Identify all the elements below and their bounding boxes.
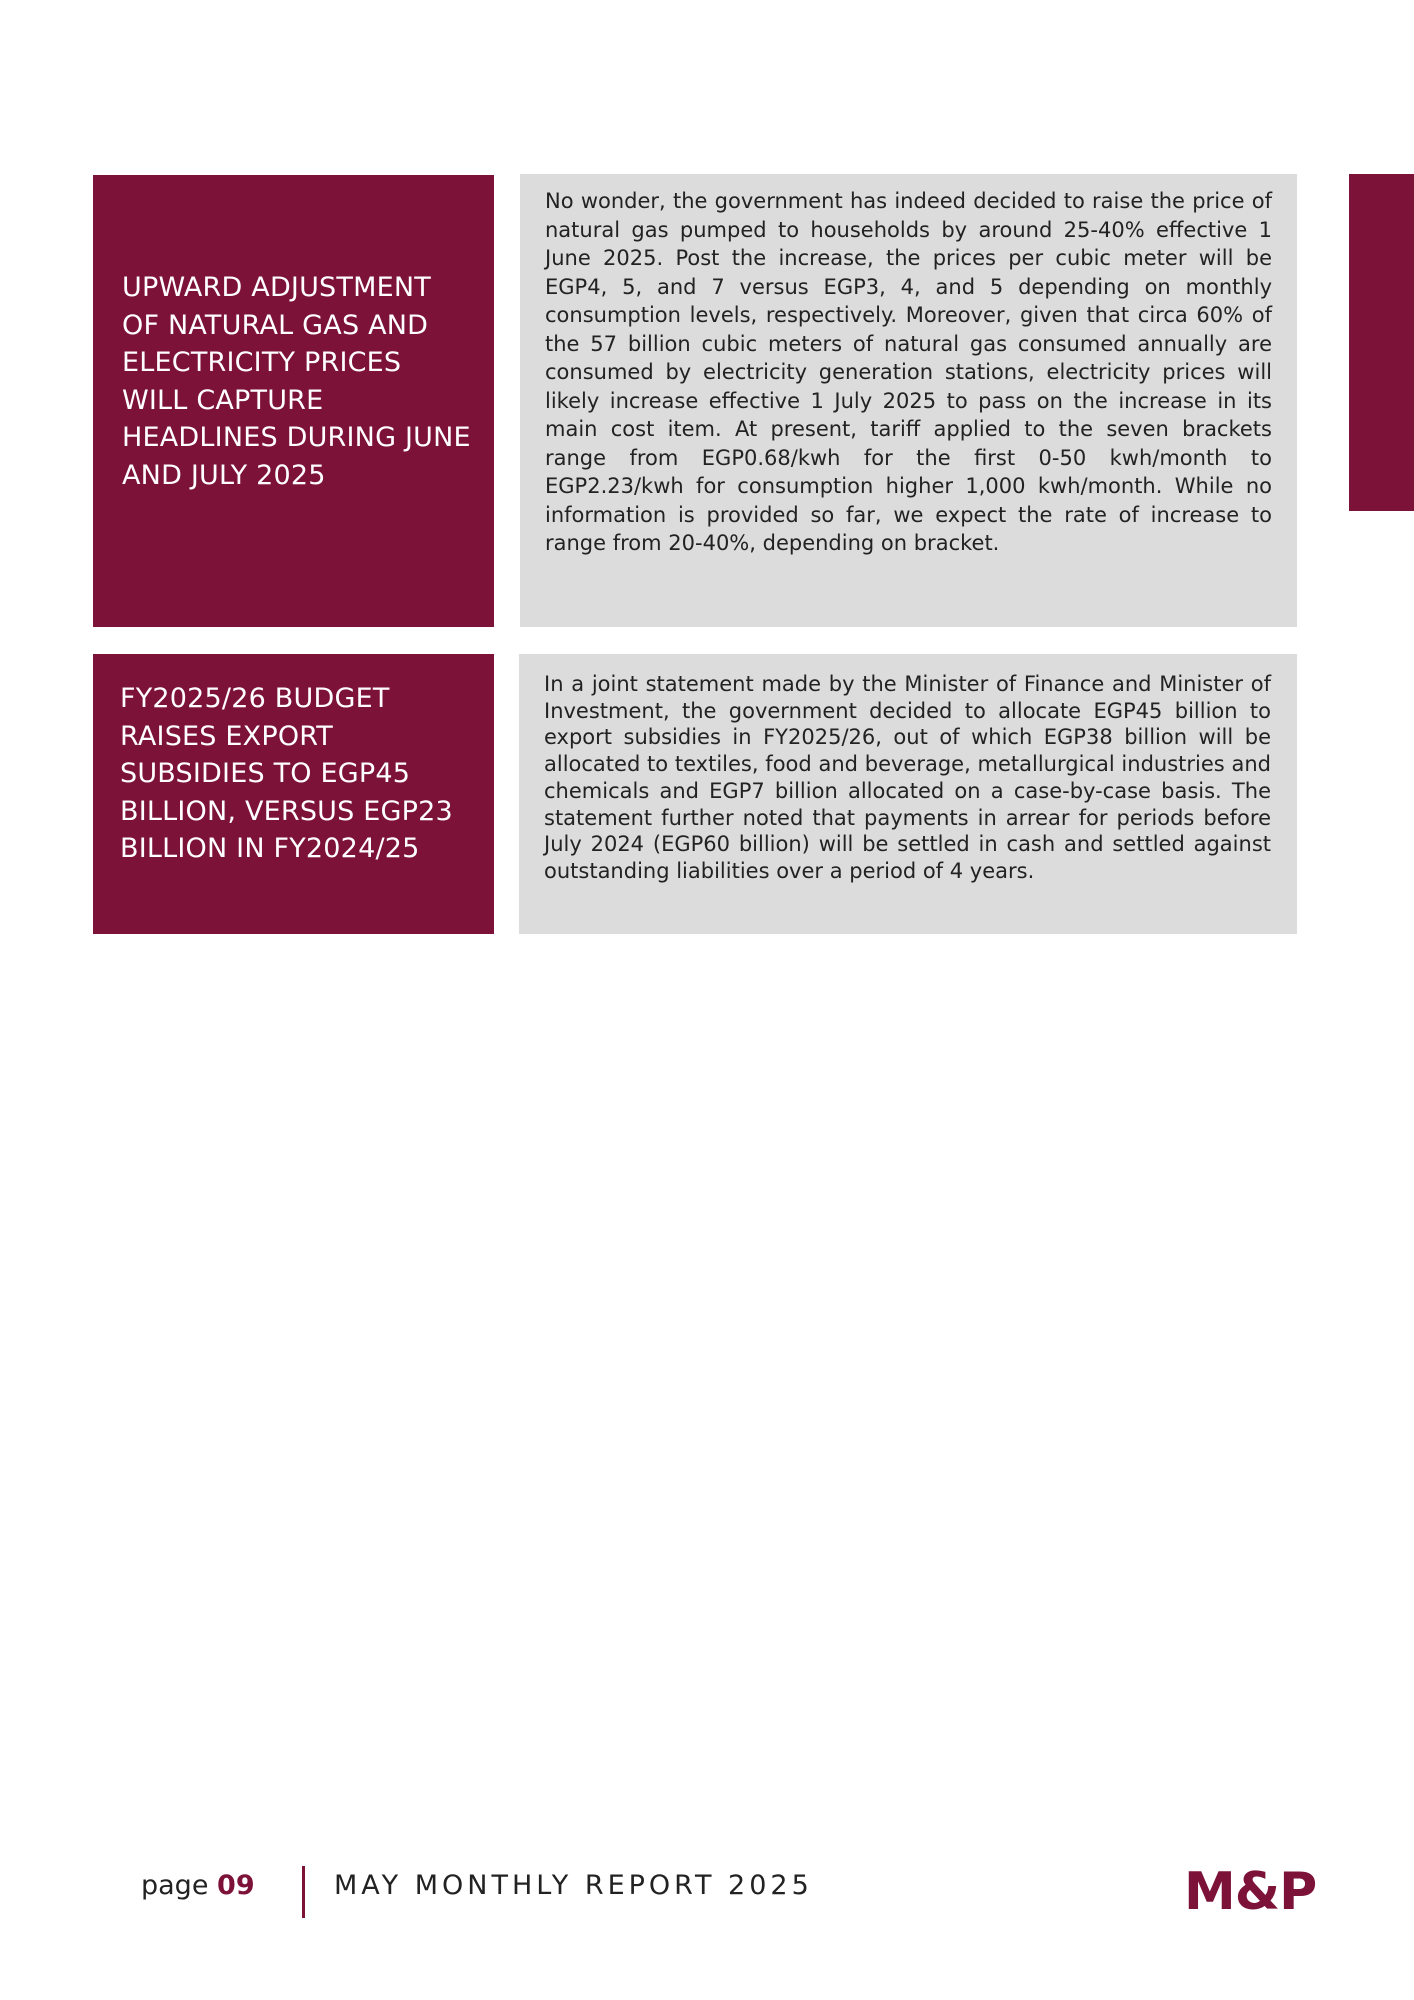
section-2-body: In a joint statement made by the Minister of Finance and Minister of Investment, the government decided to allocate EGP45 billion to export subsidies in FY2025/26, out of which EGP38 billion will be allocated to textiles, food and beverage, metallurgical industries and chemicals and EGP7 billion allocated on a case-by-case basis. The statement further noted that payments in arrear for periods before July 2024 (EGP60 billion) will be settled in cash and settled against outstanding liabilities over a period of 4 years.: [519, 654, 1297, 934]
section-1-heading: UPWARD ADJUSTMENT OF NATURAL GAS AND ELECTRICITY PRICES WILL CAPTURE HEADLINES DURING JUNE AND JULY 2025: [93, 175, 494, 627]
section-2-heading: FY2025/26 BUDGET RAISES EXPORT SUBSIDIES TO EGP45 BILLION, VERSUS EGP23 BILLION IN FY2024/25: [93, 654, 494, 934]
page-number: 09: [217, 1870, 255, 1901]
page-number-label: [141, 1870, 255, 1901]
mp-logo: M&P: [1184, 1862, 1317, 1922]
footer-divider: [302, 1866, 305, 1918]
side-accent-tab: [1349, 174, 1414, 511]
page-prefix: page: [141, 1870, 209, 1901]
page-footer: [0, 1862, 1414, 1922]
section-1-body: No wonder, the government has indeed decided to raise the price of natural gas pumped to households by around 25-40% effective 1 June 2025. Post the increase, the prices per cubic meter will be EGP4, 5, and 7 versus EGP3, 4, and 5 depending on monthly consumption levels, respectively. Moreover, given that circa 60% of the 57 billion cubic meters of natural gas consumed annually are consumed by electricity generation stations, electricity prices will likely increase effective 1 July 2025 to pass on the increase in its main cost item. At present, tariff applied to the seven brackets range from EGP0.68/kwh for the first 0-50 kwh/month to EGP2.23/kwh for consumption higher 1,000 kwh/month. While no information is provided so far, we expect the rate of increase to range from 20-40%, depending on bracket.: [520, 174, 1297, 627]
report-title: MAY MONTHLY REPORT 2025: [334, 1870, 813, 1901]
